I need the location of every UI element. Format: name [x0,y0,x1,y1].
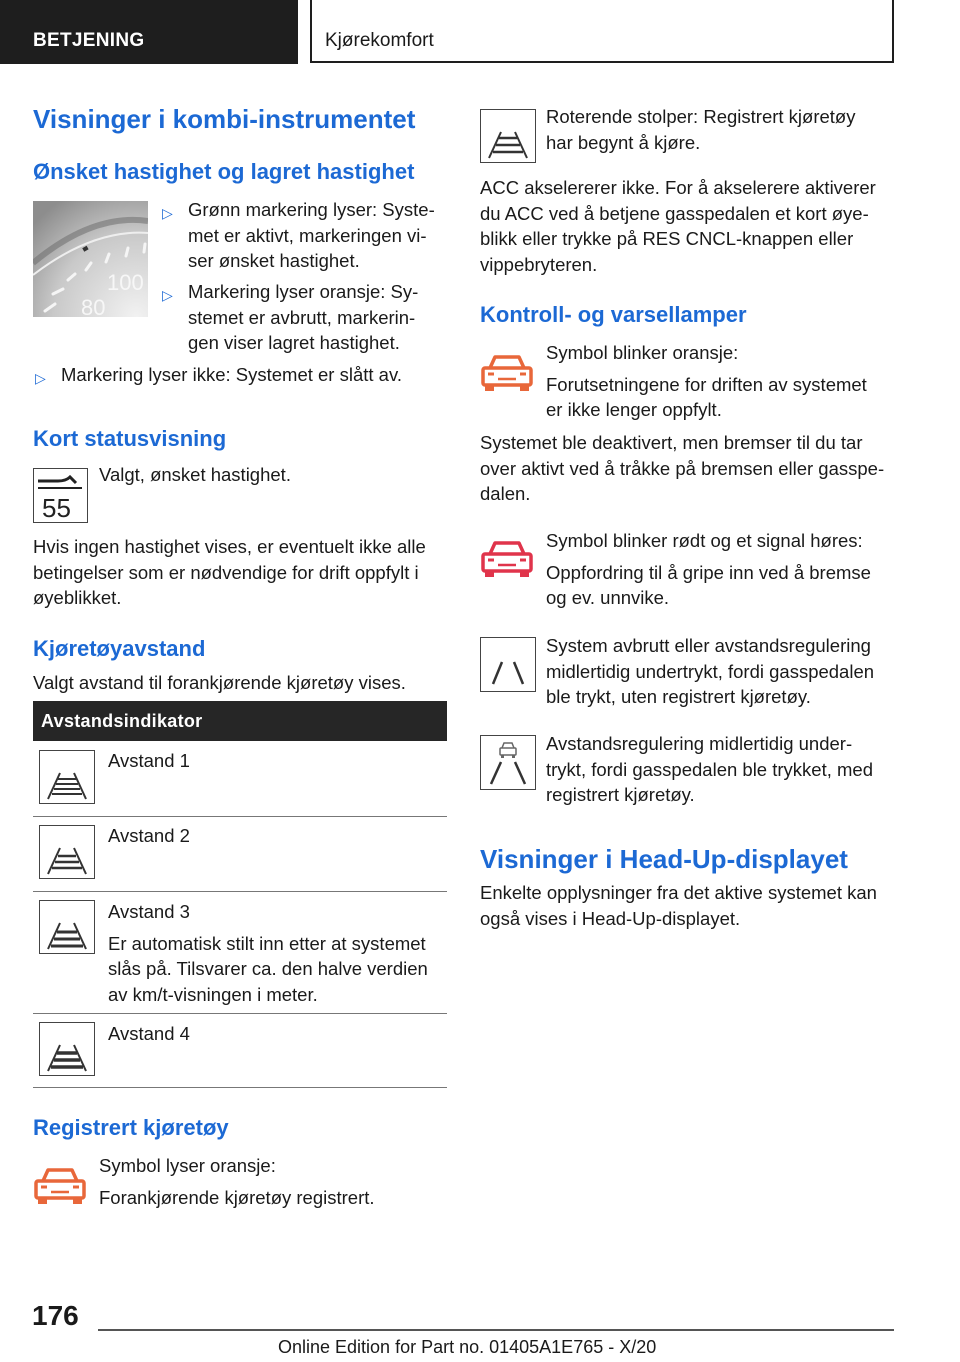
table-divider [33,891,447,892]
header-section-label: BETJENING [33,30,145,51]
svg-text:55: 55 [42,493,71,522]
bullet-text-2: Markering lyser oransje: Sy- stemet er avbrutt, markerin- gen viser lagret hastighet. [188,281,419,353]
distance-4-icon [39,1022,95,1076]
bullet-triangle-icon: ▷ [35,370,46,386]
interrupted-text: System avbrutt eller avstandsregulering midlertidig undertrykt, fordi gasspedalen ble trykt, uten registrert kjøretøy. [546,635,875,707]
speedometer-image [33,201,148,317]
status-text: Valgt, ønsket hastighet. [99,464,291,485]
distance-2-label: Avstand 2 [108,825,190,846]
distance-3-text: Avstand 3 Er automatisk stilt inn etter at systemet slås på. Tilsvarer ca. den halve verdien av km/t-visningen i meter. [108,901,428,1005]
red-lamp-text: Symbol blinker rødt og et signal høres: Oppfordring til å gripe inn ved å bremse og ev. unnvike. [546,530,871,608]
lane-lines-icon [480,637,536,692]
header-chapter-label: Kjørekomfort [325,30,434,51]
distance-intro: Valgt avstand til forankjørende kjøretøy vises. [33,672,406,693]
bullet-text-3: Markering lyser ikke: Systemet er slått av. [61,364,402,385]
table-divider [33,1087,447,1088]
suppressed-text: Avstandsregulering midlertidig under- trykt, fordi gasspedalen ble trykket, med registrert kjøretøy. [546,733,873,805]
table-divider [33,1013,447,1014]
rotating-bars-text: Roterende stolper: Registrert kjøretøy har begynt å kjøre. [546,106,856,153]
gauge-label-80: 80 [81,295,106,317]
registered-text: Symbol lyser oransje: Forankjørende kjøretøy registrert. [99,1155,375,1208]
footer-divider [98,1329,894,1331]
lane-car-icon [480,735,536,790]
footer-edition: Online Edition for Part no. 01405A1E765 - X/20 [278,1337,657,1357]
bullet-triangle-icon: ▷ [162,205,173,221]
distance-heading: Kjøretøyavstand [33,636,206,661]
page-number: 176 [32,1300,79,1331]
distance-3-icon [39,900,95,954]
car-red-icon [480,538,534,580]
car-orange-icon [33,1165,87,1207]
status-heading: Kort statusvisning [33,426,227,451]
gauge-label-100: 100 [107,270,144,295]
orange-lamp-paragraph: Systemet ble deaktivert, men bremser til du tar over aktivt ved å tråkke på bremsen eller gasspe- dalen. [480,432,885,504]
distance-table-header [33,701,447,741]
bullet-text-1: Grønn markering lyser: Syste- met er aktivt, markeringen vi- ser ønsket hastighet. [188,199,435,271]
hud-paragraph: Enkelte opplysninger fra det aktive systemet kan også vises i Head-Up-displayet. [480,882,877,929]
page-title: Visninger i kombi-instrumentet [33,104,416,134]
distance-1-label: Avstand 1 [108,750,190,771]
orange-lamp-text: Symbol blinker oransje: Forutsetningene for driften av systemet er ikke lenger oppfylt. [546,342,867,420]
registered-heading: Registrert kjøretøy [33,1115,229,1140]
speed-status-icon [33,468,88,523]
table-divider [33,816,447,817]
distance-table-header-label: Avstandsindikator [41,711,203,731]
status-paragraph: Hvis ingen hastighet vises, er eventuelt ikke alle betingelser som er nødvendige for drift oppfylt i øyeblikket. [33,536,426,608]
header-section-tab [0,0,298,64]
distance-3-label: Avstand 3 [108,901,190,922]
car-orange-icon [480,352,534,394]
distance-1-icon [39,750,95,804]
distance-4-label: Avstand 4 [108,1023,190,1044]
bullet-triangle-icon: ▷ [162,287,173,303]
lamps-heading: Kontroll- og varsellamper [480,302,747,327]
rotating-bars-icon [480,109,536,163]
speed-heading: Ønsket hastighet og lagret hastighet [33,159,415,184]
distance-2-icon [39,825,95,879]
header-chapter-tab [310,0,894,63]
acc-paragraph: ACC akselererer ikke. For å akselerere aktiverer du ACC ved å betjene gasspedalen et kort øye- blikk eller trykke på RES CNCL-knappen eller vippebryteren. [480,177,876,275]
hud-heading: Visninger i Head-Up-displayet [480,844,848,874]
